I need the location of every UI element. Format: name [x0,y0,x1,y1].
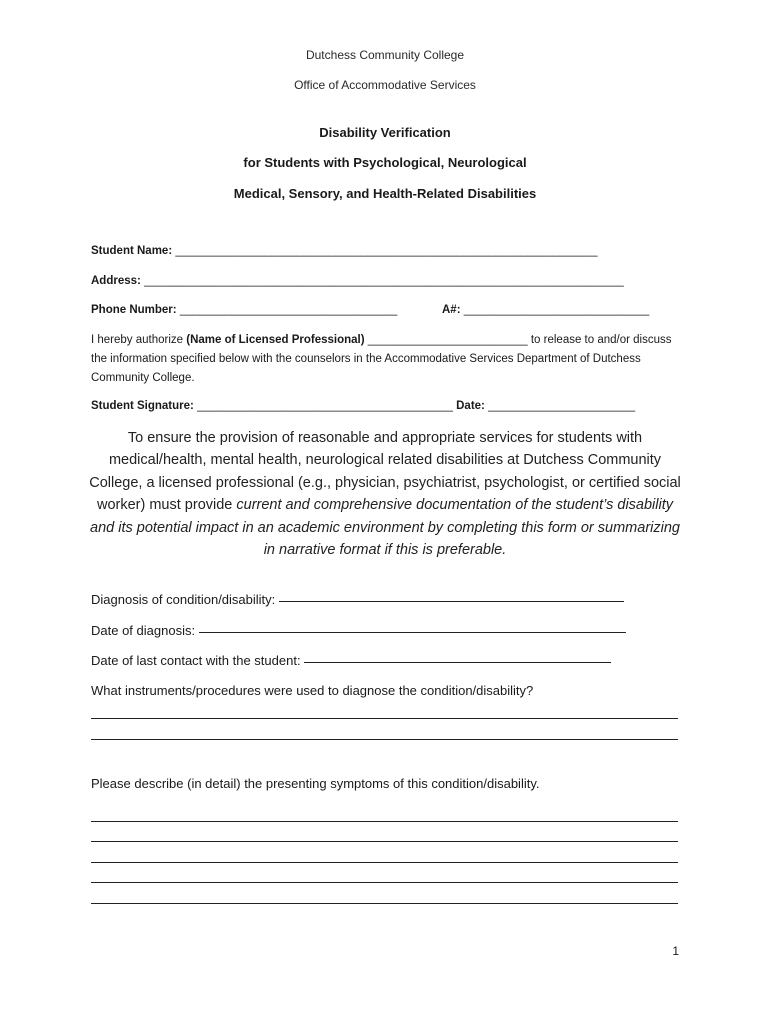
date-of-diagnosis-question [91,623,626,638]
symptoms-answer-line-3[interactable] [91,862,678,863]
licensed-professional-label: (Name of Licensed Professional) [186,334,365,346]
student-name-field[interactable] [91,245,597,257]
symptoms-answer-line-5[interactable] [91,903,678,904]
a-number-blank[interactable]: _____________________________ [463,304,650,316]
page-number: 1 [672,944,679,958]
diagnosis-answer-line[interactable] [279,600,624,602]
signature-field[interactable] [91,400,635,412]
phone-blank[interactable]: __________________________________ [179,304,398,316]
a-number-field[interactable] [442,304,649,316]
date-of-diagnosis-label: Date of diagnosis: [91,623,196,638]
intro-italic-text: current and comprehensive documentation of the student’s disability and its potential impact in an academic environment by completing this form or summarizing in narrative format if this is preferable. [90,497,680,559]
last-contact-label: Date of last contact with the student: [91,653,301,668]
signature-label: Student Signature: [91,400,194,412]
student-name-blank[interactable]: __________________________________________________________________ [175,245,598,257]
authorization-prefix: I hereby authorize [91,334,187,346]
symptoms-answer-line-4[interactable] [91,882,678,883]
symptoms-question: Please describe (in detail) the presenting symptoms of this condition/disability. [91,776,540,791]
instruments-answer-line-2[interactable] [91,739,678,740]
address-blank[interactable]: ___________________________________________________________________________ [144,275,624,287]
date-label: Date: [456,400,485,412]
last-contact-answer-line[interactable] [304,661,611,663]
address-field[interactable] [91,275,624,287]
last-contact-question [91,653,611,668]
a-number-label: A#: [442,304,461,316]
student-name-label: Student Name: [91,245,173,257]
authorization-suffix: to release to and/or discuss the information specified below with the counselors in the Accommodative Services Department of Dutchess Community College. [91,334,672,384]
office-name: Office of Accommodative Services [294,78,476,92]
institution-name: Dutchess Community College [305,48,465,62]
address-label: Address: [91,275,141,287]
diagnosis-label: Diagnosis of condition/disability: [91,592,276,607]
symptoms-answer-line-1[interactable] [91,821,678,822]
instruments-answer-line-1[interactable] [91,718,678,719]
intro-regular-text: To ensure the provision of reasonable and appropriate services for students with medical/health, mental health, neurological related disabilities at Dutchess Community College, a licensed professional (e.g., physician, psychiatrist, psychologist, or certified social worker) must provide [89,430,681,514]
symptoms-answer-line-2[interactable] [91,841,678,842]
phone-label: Phone Number: [91,304,177,316]
authorization-statement [91,331,681,388]
intro-paragraph [85,427,685,561]
form-subtitle-2: Medical, Sensory, and Health-Related Disabilities [233,186,537,201]
instruments-question: What instruments/procedures were used to diagnose the condition/disability? [91,683,534,698]
date-of-diagnosis-answer-line[interactable] [199,631,626,633]
date-blank[interactable]: _______________________ [488,400,636,412]
signature-blank[interactable]: ________________________________________ [197,400,453,412]
form-title: Disability Verification [319,125,451,140]
form-subtitle-1: for Students with Psychological, Neurological [243,155,527,170]
phone-field[interactable] [91,304,397,316]
licensed-professional-blank[interactable]: _________________________ [364,334,531,346]
diagnosis-question [91,592,624,607]
